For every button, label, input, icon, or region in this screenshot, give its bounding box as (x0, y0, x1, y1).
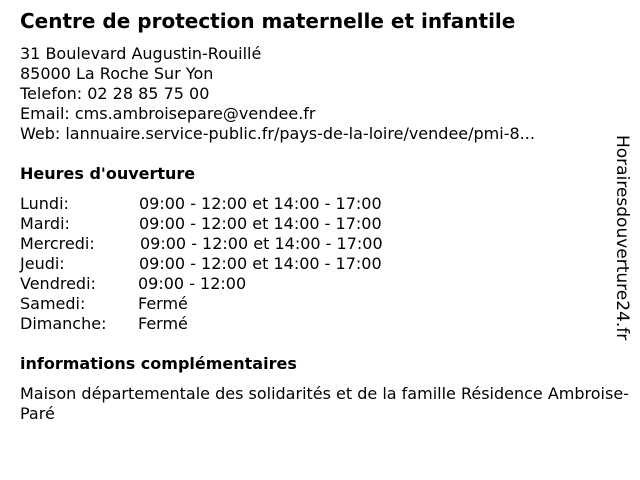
site-watermark: Horairesdouverture24.fr (612, 135, 632, 341)
time-value: 09:00 - 12:00 et 14:00 - 17:00 (139, 194, 382, 213)
day-label: Dimanche: (20, 314, 107, 333)
address-block (20, 44, 535, 144)
page-title: Centre de protection maternelle et infantile (20, 9, 516, 33)
day-label: Samedi: (20, 294, 86, 313)
day-label: Jeudi: (20, 254, 65, 273)
city-address: 85000 La Roche Sur Yon (20, 64, 214, 83)
email-address: Email: cms.ambroisepare@vendee.fr (20, 104, 316, 123)
day-label: Vendredi: (20, 274, 96, 293)
day-label: Mercredi: (20, 234, 95, 253)
time-value: 09:00 - 12:00 et 14:00 - 17:00 (139, 254, 382, 273)
website-link[interactable]: Web: lannuaire.service-public.fr/pays-de-la-loire/vendee/pmi-8... (20, 124, 535, 143)
info-text: Maison départementale des solidarités et de la famille Résidence Ambroise-Paré (20, 384, 629, 423)
info-heading: informations complémentaires (20, 354, 297, 373)
time-value: 09:00 - 12:00 et 14:00 - 17:00 (139, 214, 382, 233)
day-label: Lundi: (20, 194, 69, 213)
time-value: Fermé (138, 314, 188, 333)
street-address: 31 Boulevard Augustin-Rouillé (20, 44, 262, 63)
phone-number: Telefon: 02 28 85 75 00 (20, 84, 210, 103)
hours-heading: Heures d'ouverture (20, 164, 196, 183)
time-value: 09:00 - 12:00 et 14:00 - 17:00 (140, 234, 383, 253)
time-value: 09:00 - 12:00 (138, 274, 247, 293)
time-value: Fermé (138, 294, 188, 313)
day-label: Mardi: (20, 214, 70, 233)
